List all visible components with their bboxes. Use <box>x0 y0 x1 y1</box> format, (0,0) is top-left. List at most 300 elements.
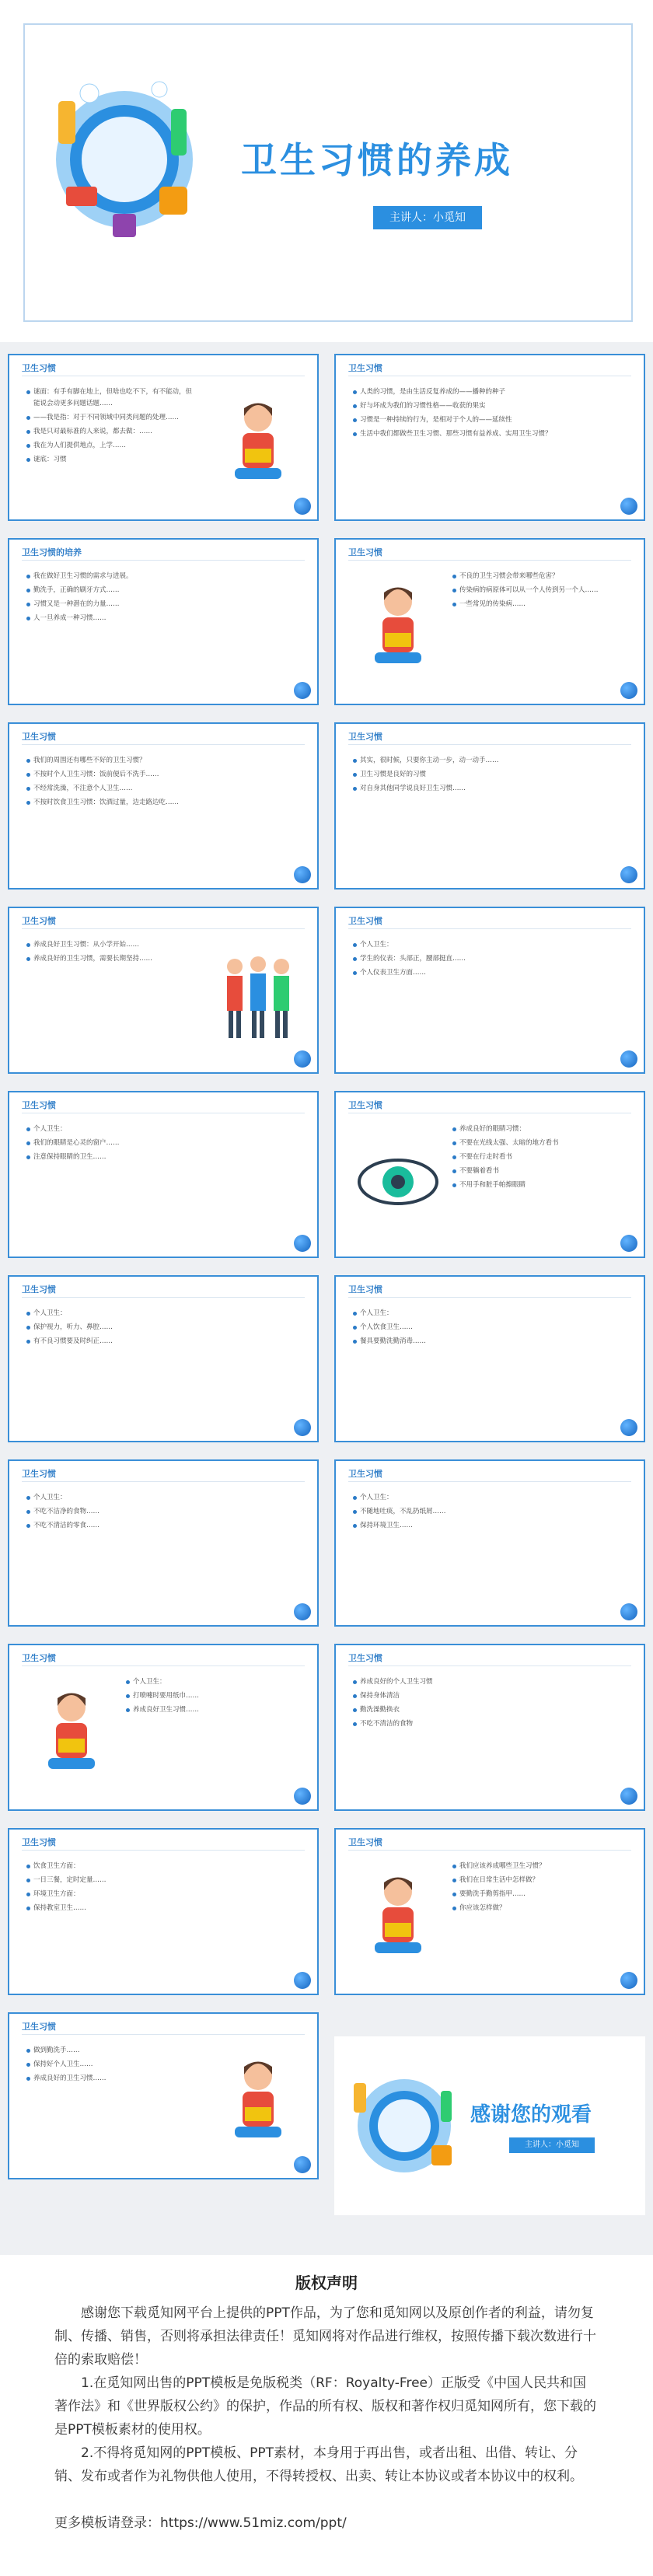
globe-icon <box>620 1972 637 1989</box>
bullet-text: 打喷嚏时要用纸巾…… <box>133 1692 200 1700</box>
bullet-list <box>26 1492 299 1534</box>
bullet-text: 保护视力，听力、鼻腔…… <box>33 1323 113 1331</box>
content-slide <box>334 354 645 521</box>
bullet-text: 个人卫生： <box>133 1678 166 1686</box>
bullet-item <box>26 1861 299 1872</box>
bullet-text: 个人卫生： <box>360 1309 393 1317</box>
bullet-item <box>26 1506 299 1518</box>
bullet-item <box>452 1180 620 1191</box>
bullet-dot-icon <box>26 2049 30 2053</box>
bullet-dot-icon <box>26 444 30 448</box>
bullet-item <box>353 400 625 412</box>
bullet-item <box>26 1889 299 1900</box>
bullet-dot-icon <box>26 957 30 961</box>
bullet-item <box>353 1308 625 1319</box>
bullet-dot-icon <box>452 1183 456 1187</box>
person-illustration <box>215 2053 301 2154</box>
bullet-text: 人一旦养成一种习惯…… <box>33 614 107 622</box>
bullet-text: 我们的眼睛是心灵的窗户…… <box>33 1139 120 1147</box>
bullet-text: 个人卫生： <box>33 1494 67 1501</box>
slide-title: 卫生习惯 <box>348 363 382 373</box>
slide-title: 卫生习惯 <box>22 916 56 926</box>
title-divider <box>348 1665 631 1666</box>
bullet-item <box>26 1875 299 1886</box>
bullet-dot-icon <box>26 1865 30 1868</box>
bullet-list <box>126 1676 293 1718</box>
bullet-item <box>26 454 194 466</box>
bullet-text: 不要躺着看书 <box>459 1167 500 1175</box>
bullet-item <box>26 386 194 410</box>
bullet-dot-icon <box>452 1155 456 1159</box>
bullet-item <box>26 571 299 582</box>
title-divider <box>22 1481 305 1482</box>
slide-title: 卫生习惯 <box>22 1100 56 1110</box>
bullet-list <box>26 755 299 811</box>
speaker-badge: 主讲人：小觅知 <box>373 206 482 229</box>
bullet-dot-icon <box>452 575 456 578</box>
bullet-dot-icon <box>26 603 30 606</box>
bullet-dot-icon <box>26 1312 30 1316</box>
bullet-text: 保持教室卫生…… <box>33 1904 87 1912</box>
person-illustration <box>215 394 301 495</box>
globe-icon <box>294 1972 311 1989</box>
bullet-item <box>353 755 625 767</box>
bullet-dot-icon <box>353 773 357 777</box>
bullet-dot-icon <box>353 390 357 394</box>
cleaning-supplies-illustration <box>43 70 206 249</box>
bullet-dot-icon <box>452 1893 456 1896</box>
slide-title: 卫生习惯 <box>348 1469 382 1479</box>
globe-icon <box>620 1235 637 1252</box>
bullet-dot-icon <box>353 1722 357 1726</box>
bullet-dot-icon <box>26 589 30 592</box>
bullet-item <box>353 783 625 795</box>
bullet-text: 我们在日常生活中怎样做？ <box>459 1876 540 1884</box>
bullet-item <box>353 1676 625 1688</box>
bullet-item <box>452 599 620 610</box>
slide-title: 卫生习惯 <box>22 1653 56 1663</box>
title-divider <box>348 1850 631 1851</box>
bullet-dot-icon <box>26 1524 30 1528</box>
slide-title: 卫生习惯 <box>22 1469 56 1479</box>
globe-icon <box>620 498 637 515</box>
slide-title: 卫生习惯的培养 <box>22 547 82 557</box>
bullet-item <box>452 1166 620 1177</box>
bullet-item <box>26 1138 299 1149</box>
bullet-dot-icon <box>353 1680 357 1684</box>
bullet-dot-icon <box>353 1312 357 1316</box>
bullet-item <box>452 1152 620 1163</box>
bullet-list <box>452 1861 620 1917</box>
bullet-text: 我是只对最标准的人来说，都去做：…… <box>33 428 153 435</box>
bullet-dot-icon <box>353 432 357 436</box>
content-slide <box>8 722 319 890</box>
bullet-item <box>26 1336 299 1347</box>
bullet-item <box>353 967 625 979</box>
bullet-text: 餐具要勤洗勤消毒…… <box>360 1337 427 1345</box>
bullet-text: 不要在光线太强、太暗的地方看书 <box>459 1139 559 1147</box>
slide-title: 卫生习惯 <box>22 1837 56 1847</box>
bullet-text: 个人卫生： <box>360 1494 393 1501</box>
bullet-dot-icon <box>353 1326 357 1330</box>
bullet-text: 养成良好的卫生习惯，需要长期坚持…… <box>33 955 153 963</box>
bullet-dot-icon <box>353 1708 357 1712</box>
content-slide <box>8 1091 319 1258</box>
bullet-text: 一日三餐，定时定量…… <box>33 1876 107 1884</box>
bullet-list <box>26 939 194 967</box>
bullet-item <box>26 426 194 438</box>
bullet-item <box>26 2073 194 2085</box>
bullet-dot-icon <box>26 2077 30 2081</box>
bullet-list <box>26 1308 299 1350</box>
more-templates-link[interactable]: 更多模板请登录：https://www.51miz.com/ppt/ <box>54 2515 347 2531</box>
bullet-dot-icon <box>452 603 456 606</box>
bullet-dot-icon <box>452 1879 456 1882</box>
title-divider <box>22 744 305 745</box>
bullet-dot-icon <box>452 1865 456 1868</box>
bullet-dot-icon <box>452 1907 456 1910</box>
bullet-text: 卫生习惯是良好的习惯 <box>360 771 427 778</box>
bullet-text: 习惯又是一种潜在的力量…… <box>33 600 120 608</box>
bullet-item <box>26 1308 299 1319</box>
bullet-item <box>26 783 299 795</box>
bullet-text: 环境卫生方面： <box>33 1890 80 1898</box>
bullet-text: 不经常洗澡，不注意个人卫生…… <box>33 785 133 792</box>
person-illustration <box>355 578 441 680</box>
bullet-list <box>353 386 625 442</box>
content-slide <box>8 538 319 705</box>
bullet-item <box>26 939 194 951</box>
bullet-text: 不按时个人卫生习惯：饭前便后不洗手…… <box>33 771 159 778</box>
bullet-item <box>353 386 625 398</box>
slide-title: 卫生习惯 <box>348 1837 382 1847</box>
globe-icon <box>294 498 311 515</box>
bullet-text: 我在做好卫生习惯的需求与进展。 <box>33 572 133 580</box>
title-divider <box>348 1297 631 1298</box>
bullet-item <box>26 2059 194 2071</box>
bullet-dot-icon <box>353 418 357 422</box>
bullet-dot-icon <box>26 1879 30 1882</box>
bullet-dot-icon <box>26 1893 30 1896</box>
content-slide <box>8 1459 319 1627</box>
bullet-dot-icon <box>26 458 30 462</box>
bullet-dot-icon <box>26 575 30 578</box>
globe-icon <box>294 1419 311 1436</box>
content-slide <box>334 722 645 890</box>
bullet-list <box>452 1124 620 1194</box>
globe-icon <box>294 1788 311 1805</box>
slide-title: 卫生习惯 <box>22 2022 56 2032</box>
title-divider <box>22 560 305 561</box>
globe-icon <box>620 1603 637 1620</box>
bullet-text: 人类的习惯，是由生活反复养成的——播种的种子 <box>360 388 506 396</box>
bullet-dot-icon <box>126 1680 130 1684</box>
bullet-item <box>353 1704 625 1716</box>
bullet-item <box>353 414 625 426</box>
content-slide <box>334 1644 645 1811</box>
bullet-text: 个人卫生： <box>360 941 393 949</box>
bullet-text: 做到勤洗手…… <box>33 2046 80 2054</box>
slide-title: 卫生习惯 <box>348 916 382 926</box>
bullet-dot-icon <box>26 1326 30 1330</box>
bullet-text: 不用手和脏手帕擦眼睛 <box>459 1181 526 1189</box>
bullet-text: 个人仪表卫生方面…… <box>360 969 427 977</box>
person-illustration <box>355 1868 441 1970</box>
bullet-dot-icon <box>26 390 30 394</box>
bullet-list <box>26 571 299 627</box>
slide-title: 卫生习惯 <box>22 732 56 742</box>
bullet-item <box>353 1718 625 1730</box>
eye-icon <box>355 1131 441 1232</box>
bullet-item <box>353 1336 625 1347</box>
bullet-dot-icon <box>126 1694 130 1698</box>
bullet-dot-icon <box>353 957 357 961</box>
bullet-dot-icon <box>353 1524 357 1528</box>
bullet-item <box>26 953 194 965</box>
bullet-text: 谜面：有手有脚在地上，但啥也吃不下，有不能动，但能说会动更多问题话题…… <box>33 388 193 407</box>
bullet-item <box>26 797 299 809</box>
bullet-item <box>353 1492 625 1504</box>
cleaning-supplies-illustration <box>346 2067 463 2184</box>
bullet-item <box>26 613 299 624</box>
title-divider <box>348 928 631 929</box>
bullet-text: ——我是指：对于不同领域中同类问题的处理…… <box>33 414 180 421</box>
bullet-item <box>452 1124 620 1135</box>
bullet-text: 生活中我们都做些卫生习惯、那些习惯有益养成、实用卫生习惯？ <box>360 430 552 438</box>
slide-title: 卫生习惯 <box>348 732 382 742</box>
title-divider <box>22 1297 305 1298</box>
bullet-text: 饮食卫生方面： <box>33 1862 80 1870</box>
globe-icon <box>620 1050 637 1068</box>
bullet-item <box>26 1322 299 1333</box>
bullet-dot-icon <box>26 430 30 434</box>
bullet-text: 不随地吐痰，不乱扔纸屑…… <box>360 1508 446 1515</box>
bullet-text: 好与坏成为我们的习惯性格——收获的果实 <box>360 402 486 410</box>
slide-title: 卫生习惯 <box>348 1653 382 1663</box>
bullet-list <box>452 571 620 613</box>
copyright-paragraph-2: 1.在觅知网出售的PPT模板是免版税类（RF：Royalty-Free）正版受《中国人民共和国著作法》和《世界版权公约》的保护，作品的所有权、版权和著作权归觅知网所有，您下载的是PPT模板素材的使用权。 <box>54 2375 596 2438</box>
bullet-item <box>353 769 625 781</box>
bullet-text: 我们应该养成哪些卫生习惯？ <box>459 1862 546 1870</box>
bullet-item <box>452 571 620 582</box>
bullet-text: 勤洗澡勤换衣 <box>360 1706 400 1714</box>
bullet-item <box>353 1506 625 1518</box>
bullet-text: 学生的仪表：头部正，腰部挺直…… <box>360 955 466 963</box>
bullet-dot-icon <box>452 1127 456 1131</box>
bullet-dot-icon <box>26 1141 30 1145</box>
bullet-dot-icon <box>353 759 357 763</box>
bullet-item <box>26 769 299 781</box>
bullet-dot-icon <box>26 801 30 805</box>
bullet-text: 保持环境卫生…… <box>360 1522 414 1529</box>
bullet-item <box>26 1152 299 1163</box>
bullet-text: 我们的周围还有哪些不好的卫生习惯？ <box>33 757 146 764</box>
bullet-dot-icon <box>26 759 30 763</box>
title-divider <box>22 1850 305 1851</box>
bullet-text: 养成良好卫生习惯：从小学开始…… <box>33 941 140 949</box>
bullet-text: 我在为人们提供地点，上学…… <box>33 442 127 449</box>
bullet-dot-icon <box>353 787 357 791</box>
person-illustration <box>29 1684 114 1785</box>
bullet-item <box>353 953 625 965</box>
bullet-dot-icon <box>452 1169 456 1173</box>
bullet-item <box>26 755 299 767</box>
slide-title: 卫生习惯 <box>348 1285 382 1295</box>
bullet-text: 你应该怎样做？ <box>459 1904 506 1912</box>
bullet-dot-icon <box>353 971 357 975</box>
title-divider <box>22 1665 305 1666</box>
title-divider <box>22 928 305 929</box>
bullet-item <box>26 1492 299 1504</box>
bullet-text: 传染病的病原体可以从一个人传到另一个人…… <box>459 586 599 594</box>
bullet-text: 一些常见的传染病…… <box>459 600 526 608</box>
bullet-text: 养成良好的个人卫生习惯 <box>360 1678 433 1686</box>
cover-title: 卫生习惯的养成 <box>241 139 513 181</box>
bullet-item <box>353 1690 625 1702</box>
bullet-dot-icon <box>26 1907 30 1910</box>
bullet-text: 不要在行走时看书 <box>459 1153 513 1161</box>
bullet-dot-icon <box>26 416 30 420</box>
bullet-item <box>26 599 299 610</box>
bullet-list <box>353 1676 625 1732</box>
bullet-item <box>26 440 194 452</box>
bullet-text: 谜底：习惯 <box>33 456 67 463</box>
bullet-text: 不吃不清洁的零食…… <box>33 1522 100 1529</box>
globe-icon <box>620 1419 637 1436</box>
slide-title: 卫生习惯 <box>348 1100 382 1110</box>
bullet-list <box>353 755 625 797</box>
bullet-text: 个人卫生： <box>33 1125 67 1133</box>
bullet-list <box>353 1492 625 1534</box>
bullet-item <box>126 1676 293 1688</box>
bullet-item <box>353 1520 625 1532</box>
slide-title: 卫生习惯 <box>22 363 56 373</box>
slide-title: 卫生习惯 <box>22 1285 56 1295</box>
bullet-text: 勤洗手，正确的刷牙方式…… <box>33 586 120 594</box>
globe-icon <box>620 866 637 883</box>
title-divider <box>348 1481 631 1482</box>
copyright-paragraph-3: 2.不得将觅知网的PPT模板、PPT素材，本身用于再出售，或者出租、出借、转让、分销、发布或者作为礼物供他人使用，不得转授权、出卖、转让本协议或者本协议中的权利。 <box>54 2445 583 2484</box>
bullet-item <box>26 1124 299 1135</box>
bullet-text: 不良的卫生习惯会带来哪些危害？ <box>459 572 559 580</box>
bullet-text: 养成良好的卫生习惯…… <box>33 2074 107 2082</box>
bullet-item <box>26 585 299 596</box>
bullet-dot-icon <box>452 589 456 592</box>
content-slide <box>8 1644 319 1811</box>
bullet-item <box>353 1322 625 1333</box>
bullet-list <box>353 1308 625 1350</box>
bullet-text: 对自身其他同学说良好卫生习惯…… <box>360 785 466 792</box>
title-divider <box>348 744 631 745</box>
bullet-text: 保持好个人卫生…… <box>33 2060 93 2068</box>
bullet-list <box>26 2045 194 2087</box>
bullet-item <box>452 1889 620 1900</box>
bullet-dot-icon <box>353 1496 357 1500</box>
bullet-dot-icon <box>353 1694 357 1698</box>
bullet-text: 其实，很时候，只要你主动一步，动一动手…… <box>360 757 499 764</box>
bullet-dot-icon <box>26 1127 30 1131</box>
bullet-item <box>353 939 625 951</box>
bullet-item <box>452 585 620 596</box>
globe-icon <box>294 1603 311 1620</box>
bullet-text: 养成良好的眼睛习惯： <box>459 1125 526 1133</box>
copyright-paragraph-1: 感谢您下载觅知网平台上提供的PPT作品，为了您和觅知网以及原创作者的利益，请勿复制、传播、销售，否则将承担法律责任！觅知网将对作品进行维权，按照传播下载次数进行十倍的索取赔偿！ <box>54 2305 596 2368</box>
person-illustration <box>215 947 301 1048</box>
globe-icon <box>294 682 311 699</box>
bullet-text: 个人饮食卫生…… <box>360 1323 414 1331</box>
bullet-item <box>452 1861 620 1872</box>
bullet-item <box>26 1520 299 1532</box>
bullet-dot-icon <box>26 1496 30 1500</box>
globe-icon <box>620 1788 637 1805</box>
bullet-dot-icon <box>26 2063 30 2067</box>
bullet-item <box>353 428 625 440</box>
bullet-dot-icon <box>126 1708 130 1712</box>
bullet-text: 不吃不洁净的食物…… <box>33 1508 100 1515</box>
content-slide <box>334 538 645 705</box>
cover-slide <box>0 0 653 342</box>
thanks-slide <box>334 2036 645 2215</box>
thanks-title: 感谢您的观看 <box>470 2103 592 2127</box>
bullet-list <box>26 386 194 468</box>
copyright-title: 版权声明 <box>295 2274 358 2292</box>
bullet-dot-icon <box>26 773 30 777</box>
bullet-text: 习惯是一种持续的行为，是相对于个人的——延续性 <box>360 416 512 424</box>
bullet-dot-icon <box>26 787 30 791</box>
title-divider <box>22 2034 305 2035</box>
content-slide <box>8 1275 319 1442</box>
content-slide <box>8 2012 319 2179</box>
copyright-section <box>0 2255 653 2576</box>
globe-icon <box>294 866 311 883</box>
content-slide <box>334 1459 645 1627</box>
bullet-text: 个人卫生： <box>33 1309 67 1317</box>
bullet-text: 养成良好卫生习惯…… <box>133 1706 200 1714</box>
bullet-dot-icon <box>353 404 357 408</box>
bullet-item <box>452 1875 620 1886</box>
bullet-text: 有不良习惯要及时纠正…… <box>33 1337 113 1345</box>
content-slide <box>334 1091 645 1258</box>
bullet-list <box>353 939 625 981</box>
bullet-item <box>26 1903 299 1914</box>
globe-icon <box>294 1235 311 1252</box>
bullet-text: 要勤洗手勤剪指甲…… <box>459 1890 526 1898</box>
bullet-dot-icon <box>26 943 30 947</box>
bullet-dot-icon <box>353 1510 357 1514</box>
bullet-dot-icon <box>26 1510 30 1514</box>
bullet-item <box>452 1138 620 1149</box>
content-slide <box>334 907 645 1074</box>
bullet-text: 保持身体清洁 <box>360 1692 400 1700</box>
title-divider <box>348 560 631 561</box>
content-slide <box>8 354 319 521</box>
bullet-dot-icon <box>26 1340 30 1344</box>
content-slide <box>8 907 319 1074</box>
bullet-item <box>126 1690 293 1702</box>
content-slide <box>8 1828 319 1995</box>
bullet-list <box>26 1124 299 1166</box>
globe-icon <box>294 1050 311 1068</box>
bullet-text: 不吃不清洁的食物 <box>360 1720 414 1728</box>
bullet-item <box>126 1704 293 1716</box>
bullet-dot-icon <box>26 617 30 620</box>
bullet-dot-icon <box>353 1340 357 1344</box>
bullet-item <box>26 2045 194 2057</box>
slide-title: 卫生习惯 <box>348 547 382 557</box>
globe-icon <box>620 682 637 699</box>
bullet-text: 不按时饮食卫生习惯：饮酒过量，边走路边吃…… <box>33 799 180 806</box>
bullet-dot-icon <box>353 943 357 947</box>
